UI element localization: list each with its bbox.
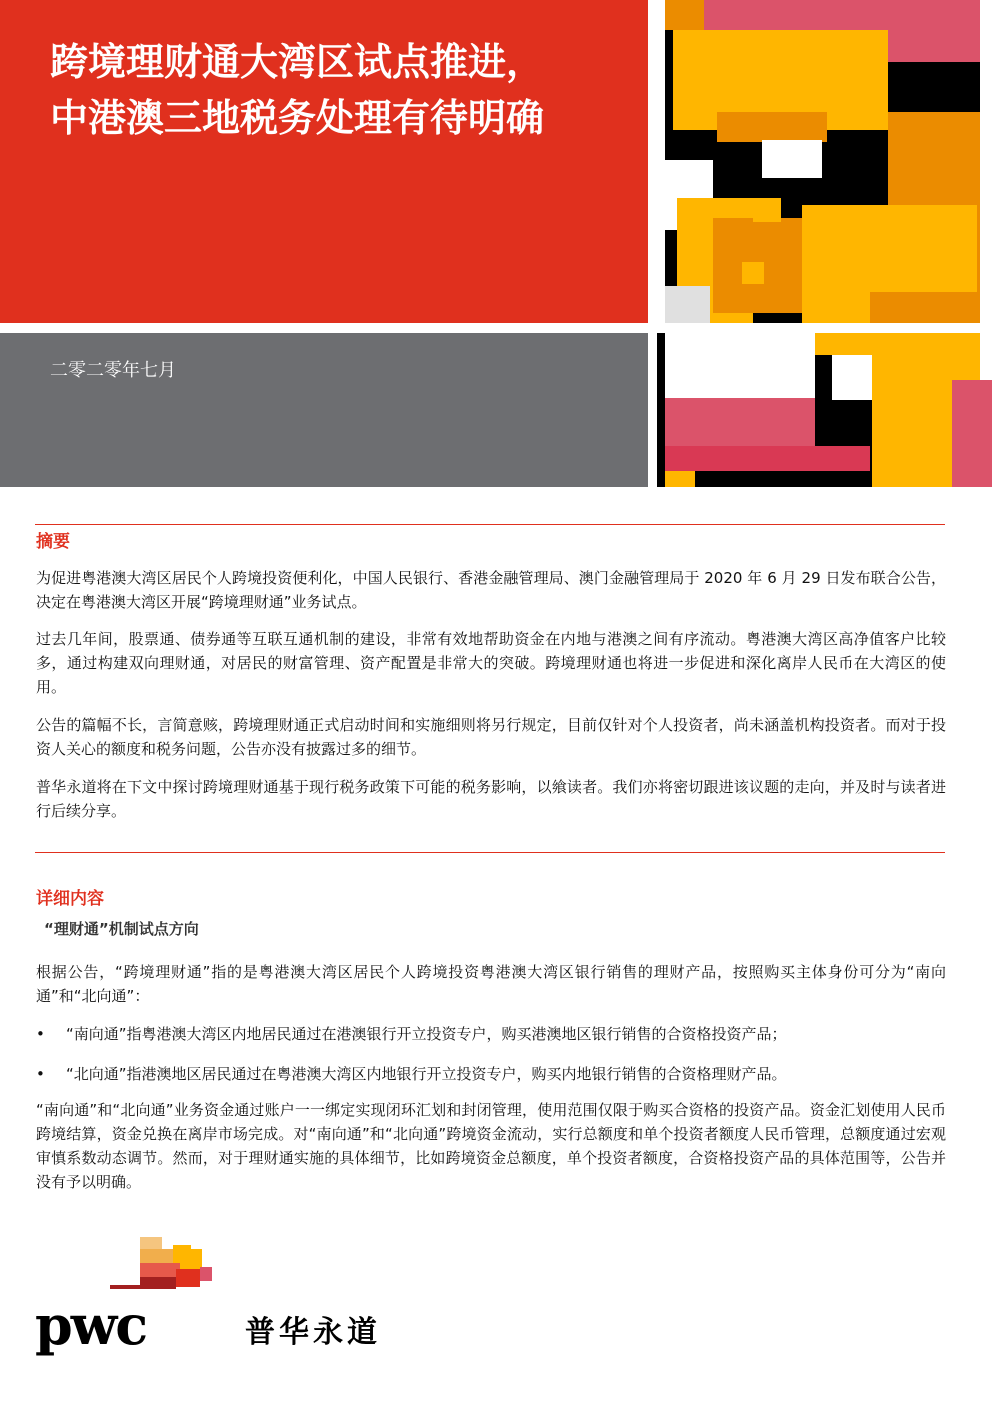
pwc-logo: [35, 1225, 415, 1375]
section-divider: [35, 524, 945, 525]
details-heading: 详细内容: [36, 889, 104, 909]
summary-paragraph: 过去几年间，股票通、债券通等互联互通机制的建设，非常有效地帮助资金在内地与港澳之间有序流动。粤港澳大湾区高净值客户比较多，通过构建双向理财通，对居民的财富管理、资产配置是非常大的突破。跨境理财通也将进一步促进和深化离岸人民币在大湾区的使用。: [36, 630, 946, 696]
publication-date: 二零二零年七月: [50, 360, 176, 381]
logo-tile: [200, 1267, 212, 1281]
pwc-chinese-name: 普华永道: [245, 1315, 381, 1350]
summary-paragraph: 公告的篇幅不长，言简意赅，跨境理财通正式启动时间和实施细则将另行规定，目前仅针对个人投资者，尚未涵盖机构投资者。而对于投资人关心的额度和税务问题，公告亦没有披露过多的细节。: [36, 716, 946, 758]
logo-tile: [140, 1277, 176, 1289]
summary-paragraph: 普华永道将在下文中探讨跨境理财通基于现行税务政策下可能的税务影响，以飨读者。我们亦将密切跟进该议题的走向，并及时与读者进行后续分享。: [36, 778, 946, 820]
logo-tile: [110, 1285, 140, 1289]
list-item-text: “北向通”指港澳地区居民通过在粤港澳大湾区内地银行开立投资专户，购买内地银行销售的合资格理财产品。: [66, 1065, 787, 1083]
details-closing: “南向通”和“北向通”业务资金通过账户一一绑定实现闭环汇划和封闭管理，使用范围仅限于购买合资格的投资产品。资金汇划使用人民币跨境结算，资金兑换在离岸市场完成。对“南向通”和“北向通”跨境资金流动，实行总额度和单个投资者额度人民币管理，总额度通过宏观审慎系数动态调节。然而，对于理财通实施的具体细节，比如跨境资金总额度，单个投资者额度，合资格投资产品的具体范围等，公告并没有予以明确。: [36, 1101, 946, 1191]
pwc-wordmark: pwc: [35, 1293, 147, 1357]
page-title-line-1: 跨境理财通大湾区试点推进，: [50, 40, 545, 84]
logo-tile: [140, 1237, 162, 1249]
summary-heading: 摘要: [36, 532, 70, 552]
bullet-dot: •: [36, 1025, 45, 1043]
summary-paragraph: 为促进粤港澳大湾区居民个人跨境投资便利化，中国人民银行、香港金融管理局、澳门金融管理局于 2020 年 6 月 29 日发布联合公告，决定在粤港澳大湾区开展“跨境理财通”业务试点。: [36, 569, 946, 611]
decorative-mosaic: [657, 0, 992, 487]
page-title-line-2: 中港澳三地税务处理有待明确: [50, 96, 545, 140]
details-subheading: “理财通”机制试点方向: [44, 920, 199, 938]
logo-tile: [176, 1269, 200, 1287]
list-item-text: “南向通”指粤港澳大湾区内地居民通过在港澳银行开立投资专户，购买港澳地区银行销售的合资格投资产品；: [66, 1025, 787, 1043]
details-intro: 根据公告，“跨境理财通”指的是粤港澳大湾区居民个人跨境投资粤港澳大湾区银行销售的理财产品，按照购买主体身份可分为“南向通”和“北向通”：: [36, 963, 946, 1005]
section-divider: [35, 852, 945, 853]
page-title: [50, 34, 640, 146]
bullet-dot: •: [36, 1065, 45, 1083]
